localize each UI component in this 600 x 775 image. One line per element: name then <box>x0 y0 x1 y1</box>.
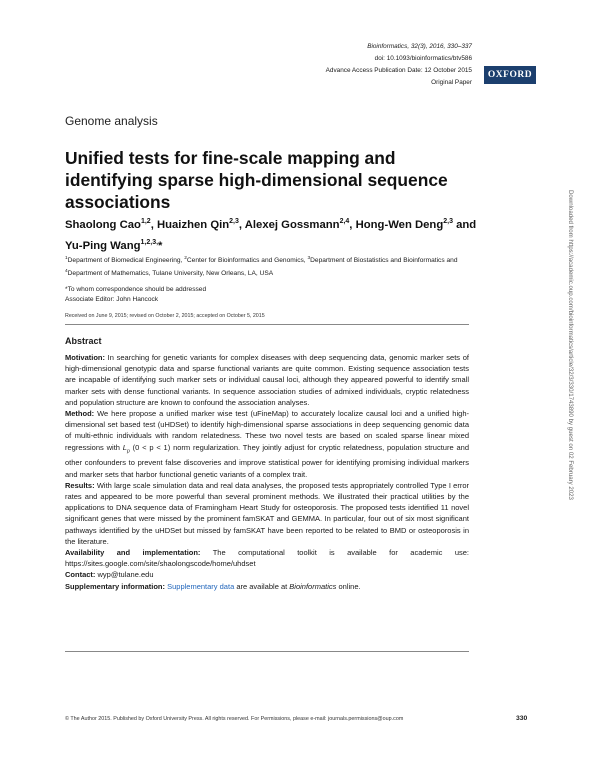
author-list: Shaolong Cao$^{1,2}$, Huaizhen Qin$^{2,3}$, Alexej Gossmann$^{2,4}$, Hong-Wen Deng$^{2,3}$ and Yu-Ping Wang$^{1,2,3,}$* <box>65 218 477 252</box>
affiliations: $^1$Department of Biomedical Engineering, $^2$Center for Bioinformatics and Genomics, $^3$Department of Biostatistics and Bioinformatics and $^4$Department of Mathematics, Tulane University, New Orleans, LA, USA <box>65 256 458 278</box>
paper-type: Original Paper <box>431 79 472 86</box>
paper-title: Unified tests for fine-scale mapping and identifying sparse high-dimensional sequence associations <box>65 148 448 212</box>
doi[interactable]: doi: 10.1093/bioinformatics/btv586 <box>374 55 472 62</box>
abstract-method: Method: We here propose a unified marker wise test (uFineMap) to accurately localize causal loci and a unified high-dimensional set based test (uHDSet) to identify high-dimensional sparse associations in deep sequencing genomic data of multi-ethnic individuals with random relatedness. These two novel tests are based on scaled sparse linear mixed regressions with $L_p$ (0 < p < 1) norm regularization. They jointly adjust for cryptic relatedness, population structure and other confounders to prevent false discoveries and improve statistical power for identifying promising individual markers and marker sets that harbor functional genetic variants of a complex trait. <box>65 409 469 479</box>
author-name: Alexej Gossmann <box>244 218 340 231</box>
abstract-heading: Abstract <box>65 336 102 346</box>
author-name: Yu-Ping Wang <box>65 239 141 252</box>
abstract-availability: Availability and implementation: The computational toolkit is available for academic use: https://sites.google.com/site/shaolongscode/home/uhdset <box>65 547 469 569</box>
copyright-notice: © The Author 2015. Published by Oxford University Press. All rights reserved. For Permissions, please e-mail: journals.permissions@oup.com <box>65 716 404 722</box>
abstract-motivation: Motivation: In searching for genetic variants for complex diseases with deep sequencing data, genomic marker sets of high-dimensional genotypic data and sparse functional variants are quite common. Existing sequence association tests are incapable of identifying such marker sets or individual causal loci, although they appeared powerful to identify small marker sets with dense functional variants. In sequence association studies of admixed individuals, cryptic relatedness and population structure are known to confound the association analyses. <box>65 353 469 407</box>
oxford-logo: OXFORD <box>484 66 536 84</box>
page-number: 330 <box>516 715 528 722</box>
divider <box>65 651 469 652</box>
author-name: Shaolong Cao <box>65 218 141 231</box>
supplementary-data-link[interactable]: Supplementary data <box>167 581 235 591</box>
section-heading: Genome analysis <box>65 114 158 128</box>
abstract-results: Results: With large scale simulation data and real data analyses, the proposed tests appropriately controlled Type I error rates and appeared to be more powerful than several prominent methods. We illustrated their practical utilities by the applications to DNA sequence data of Framingham Heart Study for osteoporosis. The proposed tests identified 11 novel significant genes that were missed by the prominent famSKAT and GEMMA. In particular, four out of six most significant pathways identified by the uHDSet but missed by famSKAT have been reported to be related to BMD or osteoporosis in the literature. <box>65 480 469 546</box>
correspondence-note: *To whom correspondence should be addressed <box>65 286 207 293</box>
contact-email[interactable]: wyp@tulane.edu <box>95 570 154 580</box>
corresponding-mark: * <box>158 239 163 252</box>
toolkit-url[interactable]: The computational toolkit is available for academic use: https://sites.google.com/site/shaolongscode/home/uhdset <box>65 547 469 569</box>
author-name: Huaizhen Qin <box>156 218 230 231</box>
access-date: Advance Access Publication Date: 12 October 2015 <box>325 67 472 74</box>
associate-editor: Associate Editor: John Hancock <box>65 296 159 303</box>
received-dates: Received on June 9, 2015; revised on October 2, 2015; accepted on October 5, 2015 <box>65 313 265 319</box>
download-watermark <box>565 190 575 590</box>
abstract-body <box>65 352 469 592</box>
divider <box>65 324 469 325</box>
abstract-supplementary: Supplementary information: Supplementary data are available at Bioinformatics online. <box>65 581 361 591</box>
journal-reference: Bioinformatics, 32(3), 2016, 330–337 <box>367 43 472 50</box>
author-name: Hong-Wen Deng <box>355 218 444 231</box>
abstract-contact: Contact: wyp@tulane.edu <box>65 570 154 580</box>
download-note: Downloaded from https://academic.oup.com/bioinformatics/article/32/3/330/1743890 by guest on 02 February 2023 <box>567 190 574 500</box>
